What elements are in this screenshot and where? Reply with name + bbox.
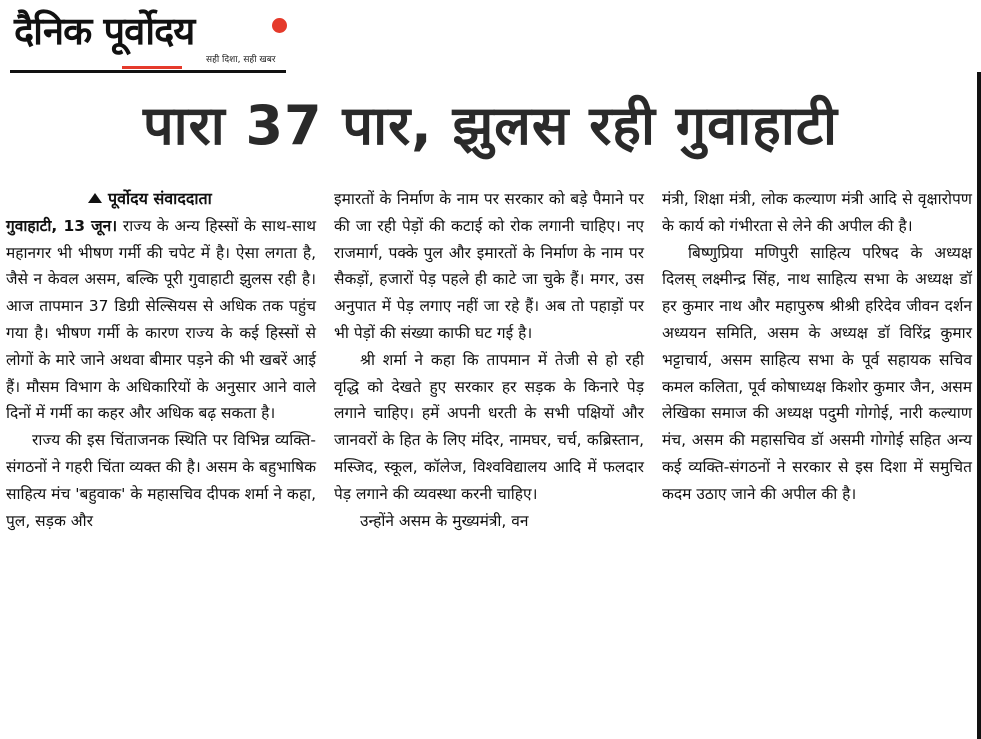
masthead — [10, 8, 288, 72]
masthead-accent-bar — [122, 66, 182, 69]
paragraph — [6, 213, 316, 427]
logo-dot-icon — [272, 18, 287, 33]
paragraph: बिष्णुप्रिया मणिपुरी साहित्य परिषद के अध्यक्ष दिलस् लक्ष्मीन्द्र सिंह, नाथ साहित्य सभा के अध्यक्ष डॉ हर कुमार नाथ और महापुरुष श्रीश्री हरिदेव जीवन दर्शन अध्ययन समिति, असम के अध्यक्ष डॉ विरिंद्र कुमार भट्टाचार्य, असम साहित्य सभा के पूर्व सहायक सचिव कमल कलिता, पूर्व कोषाध्यक्ष किशोर कुमार जैन, असम लेखिका समाज की अध्यक्ष पदुमी गोगोई, नारी कल्याण मंच, असम की महासचिव डॉ असमी गोगोई सहित अन्य कई व्यक्ति-संगठनों ने सरकार से इस दिशा में समुचित कदम उठाए जाने की अपील की है। — [662, 243, 972, 503]
byline-text: पूर्वोदय संवाददाता — [108, 189, 212, 208]
masthead-rule — [10, 70, 286, 73]
paragraph: मंत्री, शिक्षा मंत्री, लोक कल्याण मंत्री आदि से वृक्षारोपण के कार्य को गंभीरता से लेने की अपील की है। — [662, 190, 972, 235]
dateline: गुवाहाटी, 13 जून। — [6, 216, 118, 235]
paragraph: राज्य की इस चिंताजनक स्थिति पर विभिन्न व्यक्ति-संगठनों ने गहरी चिंता व्यक्त की है। असम के बहुभाषिक साहित्य मंच 'बहुवाक' के महासचिव दीपक शर्मा ने कहा, पुल, सड़क और — [6, 431, 316, 530]
right-border-rule — [977, 72, 981, 739]
triangle-icon — [88, 193, 102, 203]
paragraph: श्री शर्मा ने कहा कि तापमान में तेजी से हो रही वृद्धि को देखते हुए सरकार हर सड़क के किनारे पेड़ लगाने चाहिए। हमें अपनी धरती के सभी पक्षियों और जानवरों के हित के लिए मंदिर, नामघर, चर्च, कब्रिस्तान, मस्जिद, स्कूल, कॉलेज, विश्वविद्यालय आदि में फलदार पेड़ लगाने की व्यवस्था करनी चाहिए। — [334, 350, 644, 503]
paragraph-text: राज्य के अन्य हिस्सों के साथ-साथ महानगर भी भीषण गर्मी की चपेट में है। ऐसा लगता है, जैसे न केवल असम, बल्कि पूरी गुवाहाटी झुलस रही है। आज तापमान 37 डिग्री सेल्सियस से अधिक तक पहुंच गया है। भीषण गर्मी के कारण राज्य के कई हिस्सों से लोगों के मारे जाने अथवा बीमार पड़ने की भी खबरें आई हैं। मौसम विभाग के अधिकारियों के अनुसार आने वाले दिनों में गर्मी का कहर और अधिक बढ़ सकता है। — [6, 216, 316, 423]
paragraph: इमारतों के निर्माण के नाम पर सरकार को बड़े पैमाने पर की जा रही पेड़ों की कटाई को रोक लगानी चाहिए। नए राजमार्ग, पक्के पुल और इमारतों के निर्माण के नाम पर सैकड़ों, हजारों पेड़ पहले ही काटे जा चुके हैं। मगर, उस अनुपात में पेड़ लगाए नहीं जा रहे हैं। अब तो पहाड़ों पर भी पेड़ों की संख्या काफी घट गई है। — [334, 190, 644, 342]
paragraph: उन्होंने असम के मुख्यमंत्री, वन — [360, 511, 529, 530]
newspaper-logo: दैनिक पूर्वोदय — [14, 9, 195, 53]
masthead-tagline: सही दिशा, सही खबर — [206, 55, 276, 65]
byline — [6, 186, 316, 213]
article-column-3 — [662, 186, 972, 508]
article-headline: पारा 37 पार, झुलस रही गुवाहाटी — [142, 94, 839, 157]
article-column-2 — [334, 186, 644, 534]
article-column-1 — [6, 186, 316, 534]
